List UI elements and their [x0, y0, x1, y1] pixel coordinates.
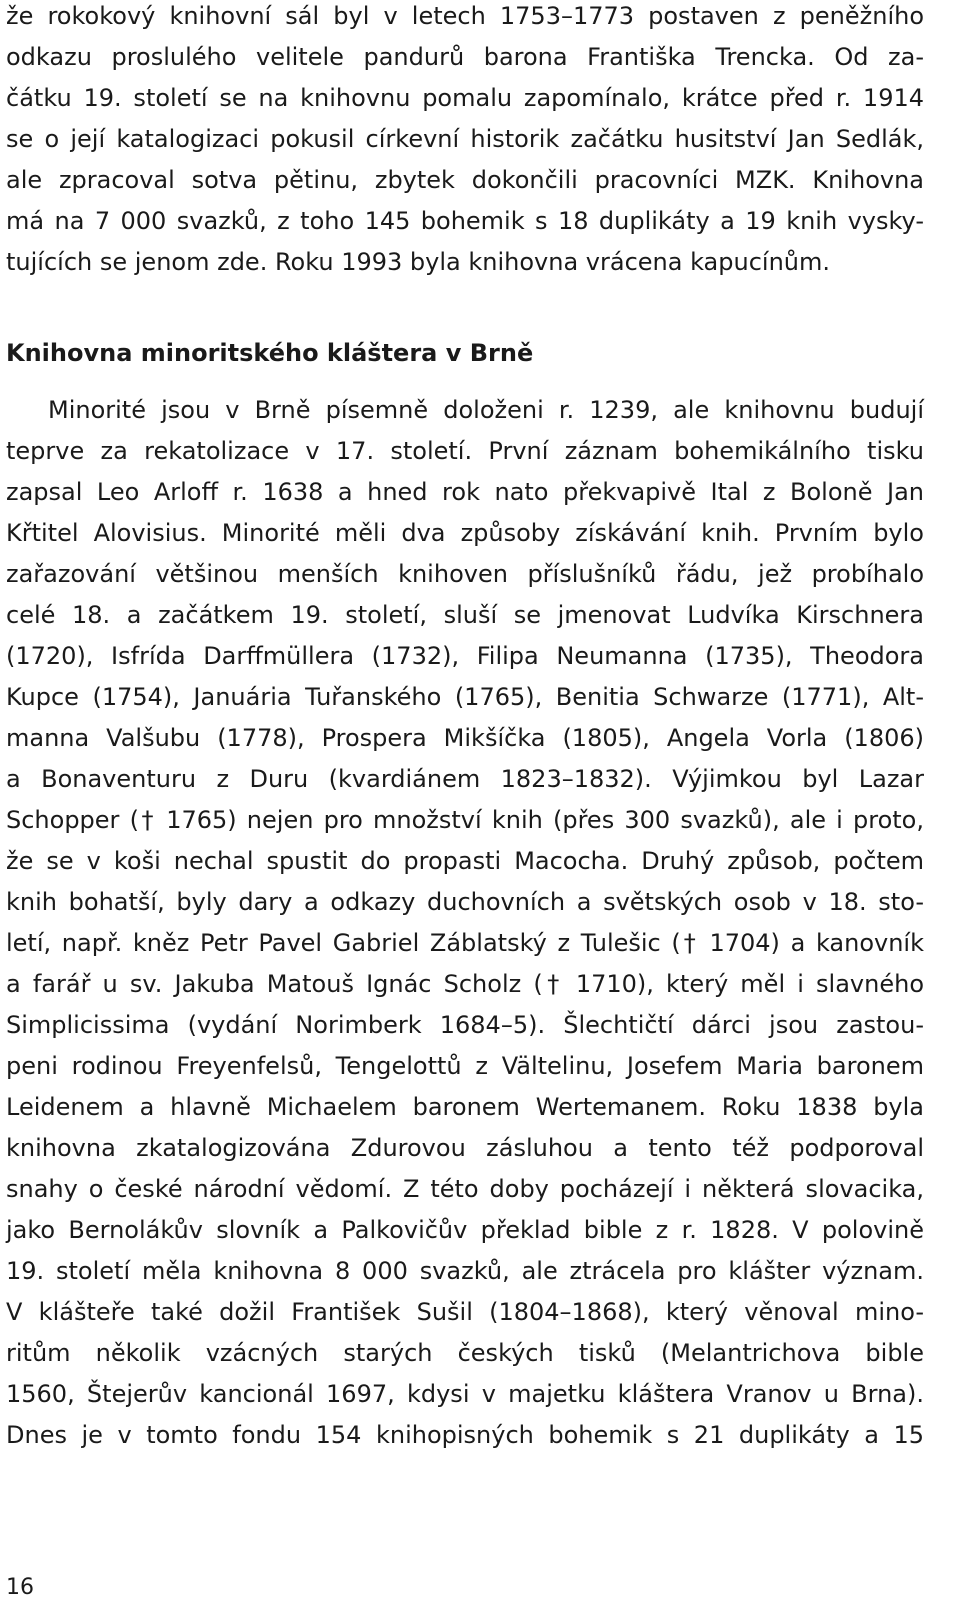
paragraph-2-line-7: (1720), Isfrída Darffmüllera (1732), Filipa Neumanna (1735), Theodora — [6, 642, 924, 670]
paragraph-2-line-15: a farář u sv. Jakuba Matouš Ignác Scholz († 1710), který měl i slavného — [6, 970, 924, 998]
paragraph-2-line-4: Křtitel Alovisius. Minorité měli dva způsoby získávání knih. Prvním bylo — [6, 519, 924, 547]
paragraph-2-line-23: V klášteře také dožil František Sušil (1804–1868), který věnoval mino- — [6, 1298, 924, 1326]
paragraph-2-line-21: jako Bernolákův slovník a Palkovičův překlad bible z r. 1828. V polovině — [6, 1216, 924, 1244]
paragraph-1-line-3: čátku 19. století se na knihovnu pomalu zapomínalo, krátce před r. 1914 — [6, 84, 924, 112]
paragraph-1-line-2: odkazu proslulého velitele pandurů barona Františka Trencka. Od za- — [6, 43, 924, 71]
paragraph-2-line-5: zařazování většinou menších knihoven příslušníků řádu, jež probíhalo — [6, 560, 924, 588]
paragraph-2-line-10: a Bonaventuru z Duru (kvardiánem 1823–1832). Výjimkou byl Lazar — [6, 765, 924, 793]
paragraph-2-line-8: Kupce (1754), Januária Tuřanského (1765), Benitia Schwarze (1771), Alt- — [6, 683, 924, 711]
paragraph-1-line-6: má na 7 000 svazků, z toho 145 bohemik s 18 duplikáty a 19 knih vysky- — [6, 207, 924, 235]
paragraph-1-line-5: ale zpracoval sotva pětinu, zbytek dokončili pracovníci MZK. Knihovna — [6, 166, 924, 194]
paragraph-2-line-20: snahy o české národní vědomí. Z této doby pocházejí i některá slovacika, — [6, 1175, 924, 1203]
paragraph-2-line-3: zapsal Leo Arloff r. 1638 a hned rok nato překvapivě Ital z Boloně Jan — [6, 478, 924, 506]
paragraph-2-line-12: že se v koši nechal spustit do propasti Macocha. Druhý způsob, počtem — [6, 847, 924, 875]
paragraph-2-line-18: Leidenem a hlavně Michaelem baronem Wertemanem. Roku 1838 byla — [6, 1093, 924, 1121]
paragraph-2-line-2: teprve za rekatolizace v 17. století. První záznam bohemikálního tisku — [6, 437, 924, 465]
paragraph-2-line-17: peni rodinou Freyenfelsů, Tengelottů z Vältelinu, Josefem Maria baronem — [6, 1052, 924, 1080]
paragraph-2-line-22: 19. století měla knihovna 8 000 svazků, ale ztrácela pro klášter význam. — [6, 1257, 924, 1285]
paragraph-1-line-7: tujících se jenom zde. Roku 1993 byla knihovna vrácena kapucínům. — [6, 248, 831, 276]
paragraph-2-line-24: ritům několik vzácných starých českých tisků (Melantrichova bible — [6, 1339, 924, 1367]
paragraph-2-line-26: Dnes je v tomto fondu 154 knihopisných bohemik s 21 duplikáty a 15 — [6, 1421, 924, 1449]
paragraph-1-line-4: se o její katalogizaci pokusil církevní historik začátku husitství Jan Sedlák, — [6, 125, 924, 153]
paragraph-2-line-1: Minorité jsou v Brně písemně doloženi r. 1239, ale knihovnu budují — [48, 396, 924, 424]
paragraph-2-line-16: Simplicissima (vydání Norimberk 1684–5). Šlechtičtí dárci jsou zastou- — [6, 1011, 924, 1039]
paragraph-2-line-9: manna Valšubu (1778), Prospera Mikšíčka (1805), Angela Vorla (1806) — [6, 724, 924, 752]
paragraph-2-line-25: 1560, Štejerův kancionál 1697, kdysi v majetku kláštera Vranov u Brna). — [6, 1380, 924, 1408]
paragraph-2-line-13: knih bohatší, byly dary a odkazy duchovních a světských osob v 18. sto- — [6, 888, 924, 916]
paragraph-2-line-11: Schopper († 1765) nejen pro množství knih (přes 300 svazků), ale i proto, — [6, 806, 924, 834]
paragraph-2-line-19: knihovna zkatalogizována Zdurovou zásluhou a tento též podporoval — [6, 1134, 924, 1162]
paragraph-2-line-6: celé 18. a začátkem 19. století, sluší se jmenovat Ludvíka Kirschnera — [6, 601, 924, 629]
paragraph-1-line-1: že rokokový knihovní sál byl v letech 1753–1773 postaven z peněžního — [6, 2, 924, 30]
section-heading: Knihovna minoritského kláštera v Brně — [6, 339, 534, 367]
paragraph-2-line-14: letí, např. kněz Petr Pavel Gabriel Záblatský z Tulešic († 1704) a kanovník — [6, 929, 924, 957]
page-number: 16 — [6, 1575, 34, 1600]
